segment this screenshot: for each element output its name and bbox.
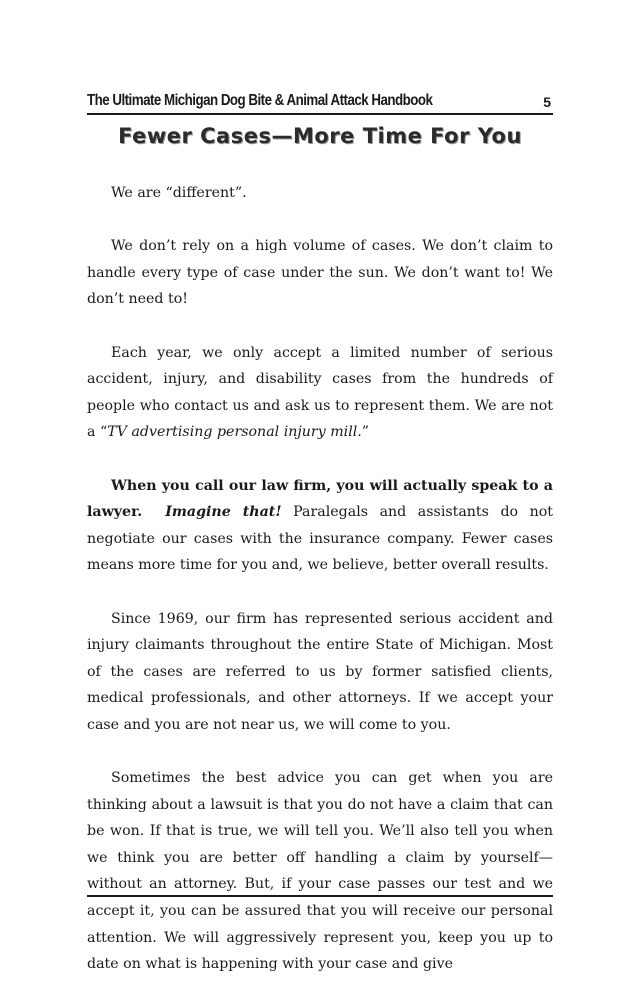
speak-to-lawyer-emphasis: When you call our law firm, you will actually speak to a lawyer. <box>87 477 553 521</box>
book-title: The Ultimate Michigan Dog Bite & Animal Attack Handbook <box>87 92 433 109</box>
footer-rule <box>87 895 553 897</box>
page-title: Fewer Cases—More Time For You <box>118 124 522 148</box>
paragraph-limited-cases-text: Each year, we only accept a limited number of serious accident, injury, and disability cases from the hundreds of people who contact us and ask us to represent them. We are not a “ <box>87 344 553 441</box>
closing-quote: ” <box>361 424 370 441</box>
tv-mill-quote: TV advertising personal injury mill. <box>107 424 362 441</box>
paragraph-since-1969: Since 1969, our firm has represented serious accident and injury claimants throughout the entire State of Michigan. Most of the cases are referred to us by former satisfied clients, medical professionals, and other attorneys. If we accept your case and you are not near us, we will come to you. <box>87 610 553 733</box>
paragraph-best-advice: Sometimes the best advice you can get when you are thinking about a lawsuit is that you do not have a claim that can be won. If that is true, we will tell you. We’ll also tell you when we think you are better off handling a claim by yourself—without an attorney. But, if your case passes our test and we accept it, you can be assured that you will receive our personal attention. We will aggressively represent you, keep you up to date on what is happening with your case and give <box>87 770 553 973</box>
body-text <box>87 180 553 1004</box>
paragraph-limited-cases <box>87 340 553 446</box>
imagine-that-emphasis: Imagine that! <box>165 504 282 521</box>
paragraph-volume: We don’t rely on a high volume of cases. We don’t claim to handle every type of case under the sun. We don’t want to! We don’t need to! <box>87 238 553 308</box>
paragraph-speak-to-lawyer-text: Paralegals and assistants do not negotiate our cases with the insurance company. Fewer cases means more time for you and, we believe, better overall results. <box>87 504 553 574</box>
paragraph-different: We are “different”. <box>111 185 247 201</box>
paragraph-speak-to-lawyer <box>87 473 553 579</box>
running-header <box>87 86 553 115</box>
page-number: 5 <box>543 94 551 110</box>
